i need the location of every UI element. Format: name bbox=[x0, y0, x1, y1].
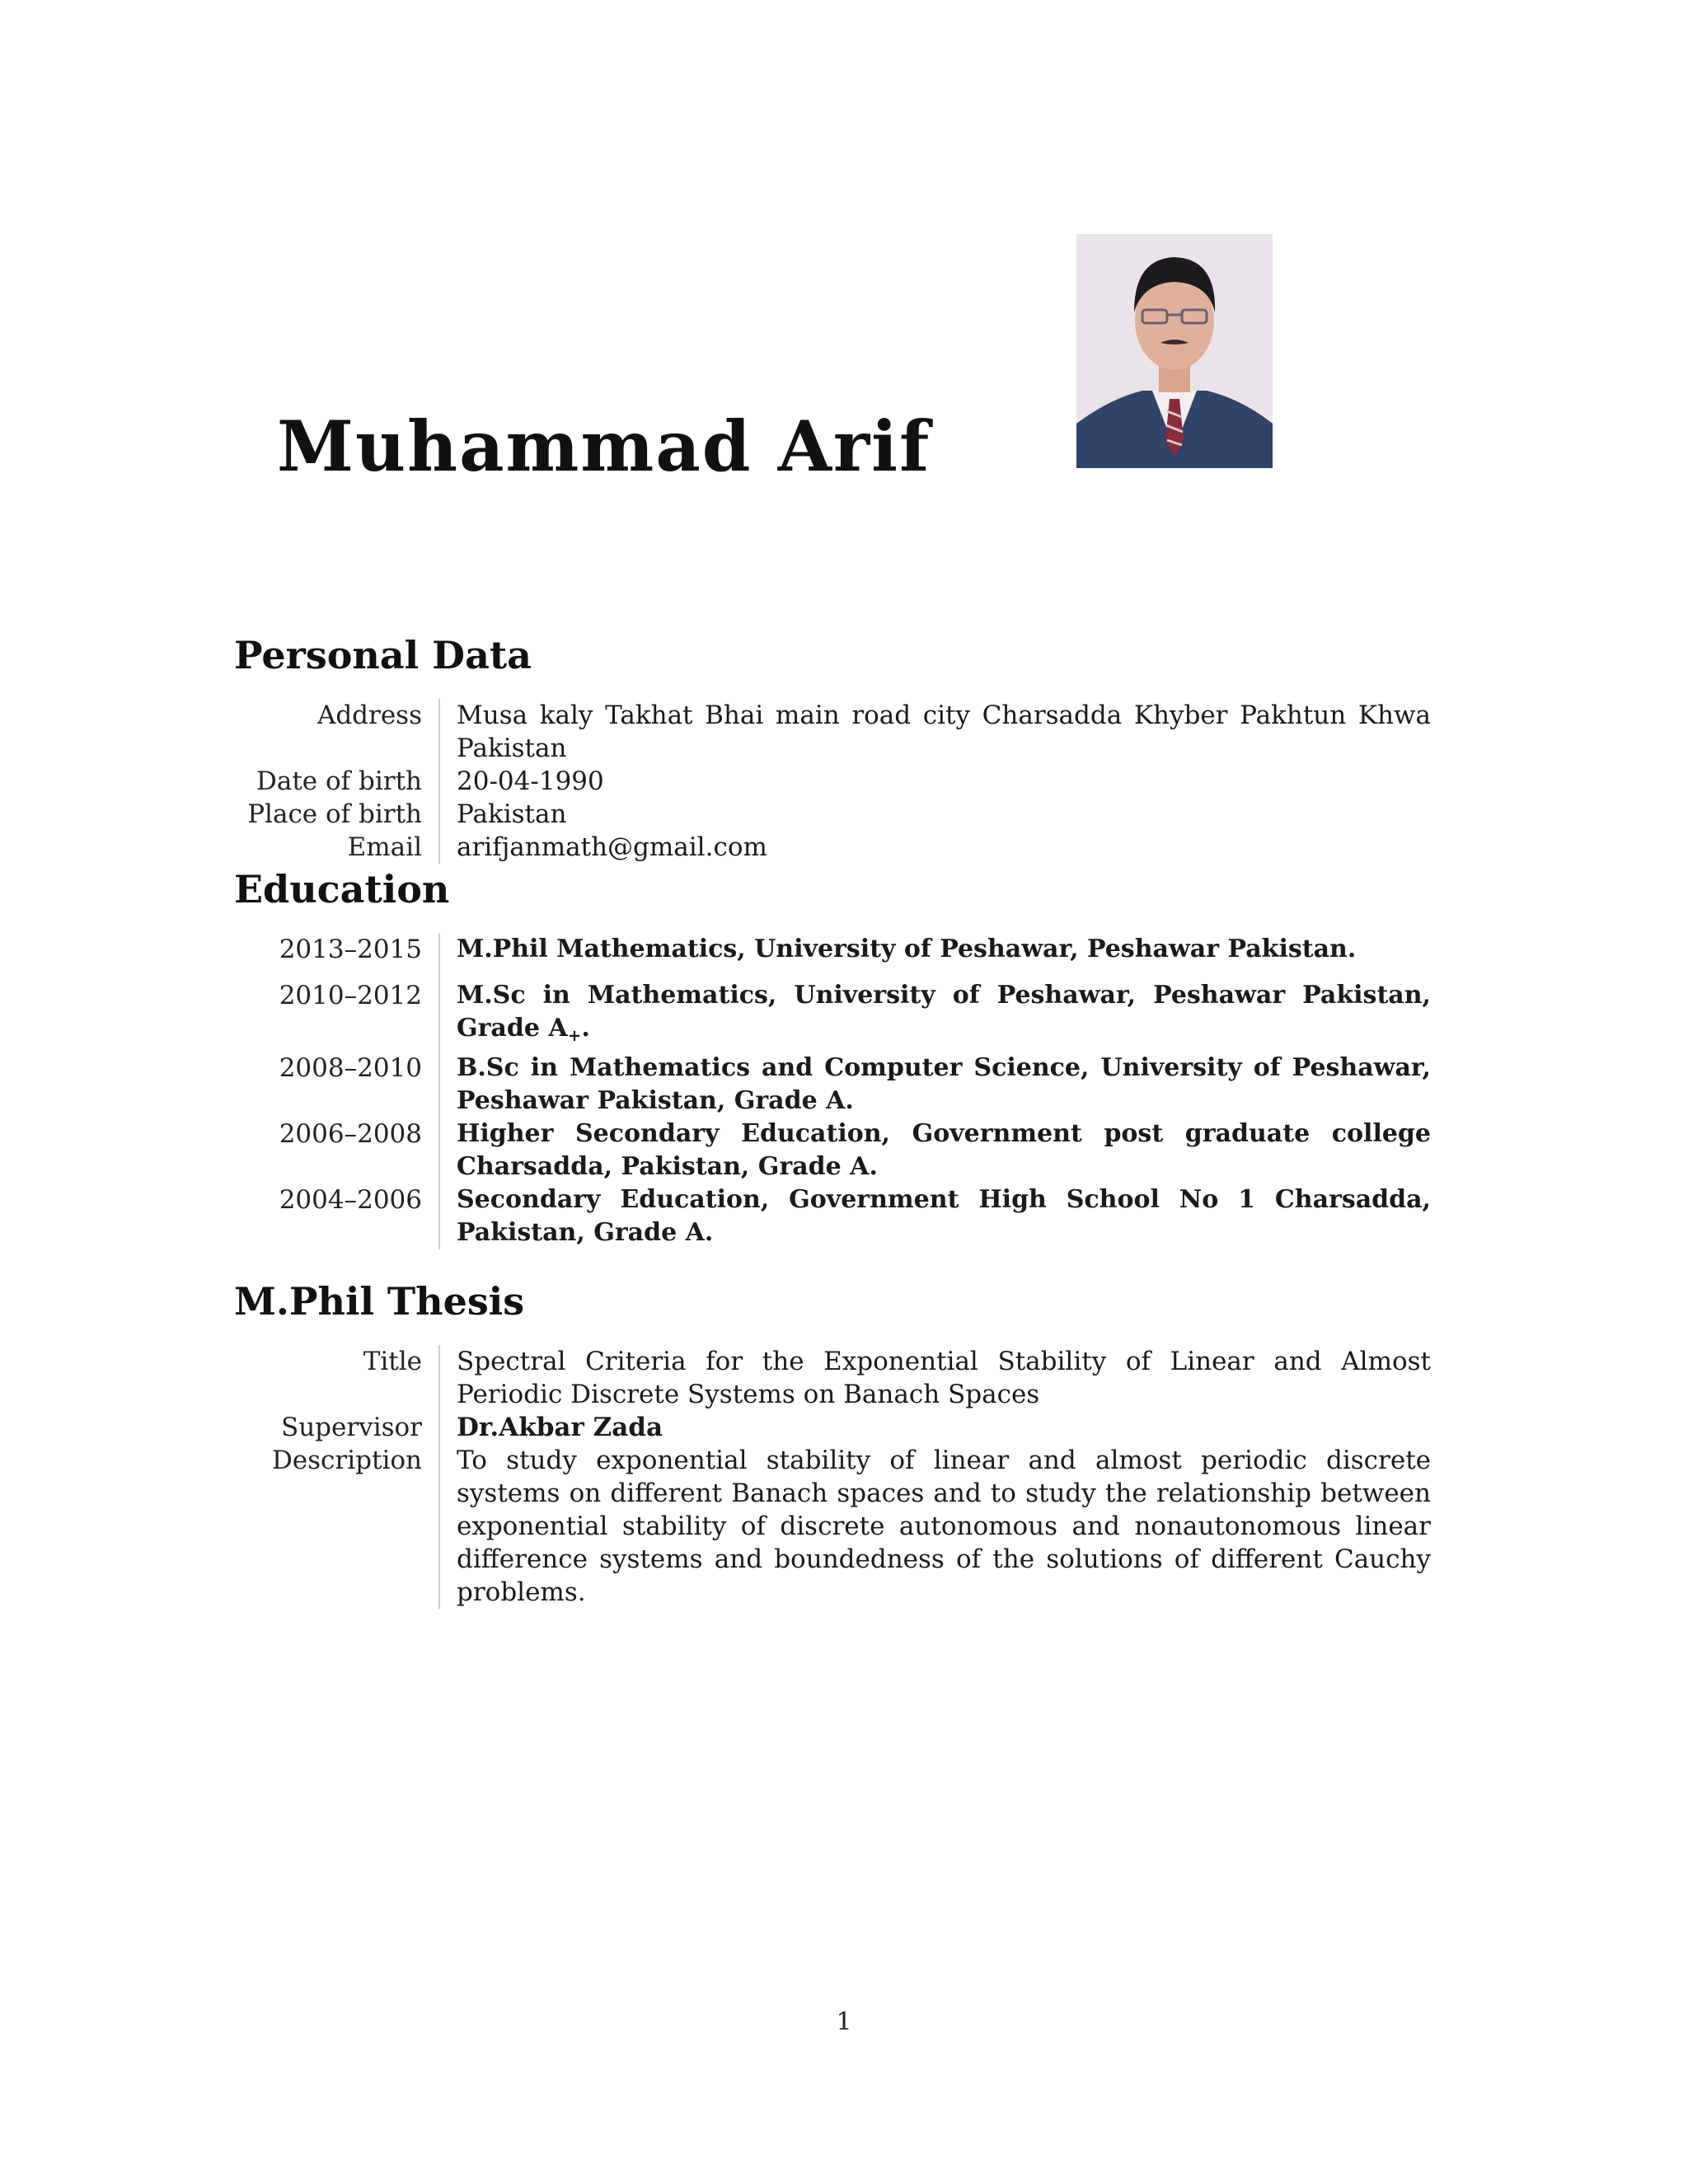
supervisor-value: Dr.Akbar Zada bbox=[457, 1413, 663, 1442]
personal-row-address bbox=[234, 699, 1431, 765]
field-value: Pakistan bbox=[457, 799, 567, 829]
profile-photo bbox=[1076, 234, 1273, 468]
field-label: Supervisor bbox=[280, 1413, 422, 1442]
thesis-section bbox=[234, 1345, 1431, 1609]
page-number: 1 bbox=[836, 2008, 852, 2036]
field-label: Email bbox=[347, 832, 422, 862]
education-section bbox=[234, 933, 1431, 1249]
education-entry: Higher Secondary Education, Government post graduate college Charsadda, Pakistan, Grade A. bbox=[457, 1119, 1431, 1181]
education-entry: Secondary Education, Government High School No 1 Charsadda, Pakistan, Grade A. bbox=[457, 1185, 1431, 1247]
education-heading: Education bbox=[234, 867, 450, 912]
personal-data-heading: Personal Data bbox=[234, 633, 532, 677]
description-value: To study exponential stability of linear and almost periodic discrete systems on different Banach spaces and to study the relationship between exponential stability of discrete autonomous and nonautonomous linear difference systems and boundedness of the solutions of different Cauchy problems. bbox=[457, 1446, 1431, 1607]
thesis-heading: M.Phil Thesis bbox=[234, 1279, 525, 1324]
email-value: arifjanmath@gmail.com bbox=[457, 832, 767, 862]
education-row bbox=[234, 1183, 1431, 1249]
person-name: Muhammad Arif bbox=[277, 405, 931, 487]
education-row bbox=[234, 933, 1431, 966]
thesis-row-description bbox=[234, 1444, 1431, 1609]
field-value: Musa kaly Takhat Bhai main road city Charsadda Khyber Pakhtun Khwa Pakistan bbox=[457, 701, 1431, 763]
education-years: 2004–2006 bbox=[279, 1185, 422, 1215]
education-entry-text: M.Sc in Mathematics, University of Peshawar, Peshawar Pakistan, Grade A bbox=[457, 981, 1431, 1043]
personal-row-email bbox=[234, 831, 1431, 864]
personal-data-section bbox=[234, 699, 1431, 864]
education-entry-end: . bbox=[581, 1014, 590, 1043]
thesis-title-value: Spectral Criteria for the Exponential Stability of Linear and Almost Periodic Discrete Systems on Banach Spaces bbox=[457, 1347, 1431, 1409]
education-years: 2010–2012 bbox=[279, 981, 422, 1010]
grade-subscript: + bbox=[567, 1025, 582, 1045]
personal-row-dob bbox=[234, 765, 1431, 798]
education-years: 2006–2008 bbox=[279, 1119, 422, 1149]
thesis-row-title bbox=[234, 1345, 1431, 1411]
education-row bbox=[234, 1052, 1431, 1118]
education-row bbox=[234, 1118, 1431, 1183]
education-years: 2008–2010 bbox=[279, 1053, 422, 1083]
field-label: Date of birth bbox=[256, 766, 422, 796]
field-label: Description bbox=[271, 1446, 422, 1475]
education-years: 2013–2015 bbox=[279, 935, 422, 964]
education-entry: M.Phil Mathematics, University of Peshawar, Peshawar Pakistan. bbox=[457, 935, 1357, 963]
field-label: Place of birth bbox=[247, 799, 422, 829]
field-value: 20-04-1990 bbox=[457, 766, 604, 796]
field-label: Address bbox=[316, 701, 422, 730]
education-entry bbox=[457, 979, 1431, 1052]
field-label: Title bbox=[363, 1347, 422, 1376]
education-entry: B.Sc in Mathematics and Computer Science, University of Peshawar, Peshawar Pakistan, Grade A. bbox=[457, 1053, 1431, 1115]
education-row bbox=[234, 979, 1431, 1052]
thesis-row-supervisor bbox=[234, 1411, 1431, 1444]
personal-row-birthplace bbox=[234, 798, 1431, 831]
